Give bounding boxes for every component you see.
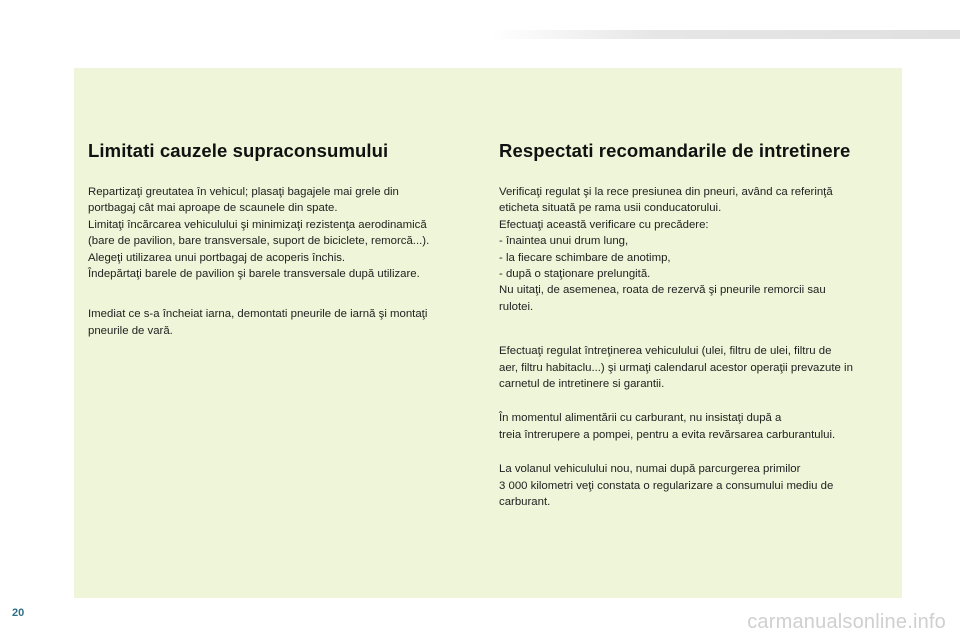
text-line: Efectuaţi regulat întreţinerea vehiculului (ulei, filtru de ulei, filtru de [499, 345, 832, 358]
text-line: Îndepărtaţi barele de pavilion şi barele transversale după utilizare. [88, 268, 420, 281]
paragraph-tyre-pressure [499, 184, 894, 315]
paragraph-refuelling [499, 410, 894, 443]
text-line: Efectuaţi această verificare cu precădere: [499, 218, 709, 231]
page-number: 20 [12, 607, 25, 619]
paragraph-load-distribution [88, 184, 468, 282]
paragraph-regular-maintenance [499, 343, 894, 392]
text-line: Imediat ce s-a încheiat iarna, demontati pneurile de iarnă şi montaţi [88, 308, 428, 321]
text-line: aer, filtru habitaclu...) şi urmaţi calendarul acestor operaţii prevazute in [499, 361, 853, 374]
text-line: Repartizaţi greutatea în vehicul; plasaţi bagajele mai grele din [88, 186, 399, 198]
text-line: La volanul vehiculului nou, numai după parcurgerea primilor [499, 463, 801, 476]
text-line: pneurile de vară. [88, 324, 173, 337]
header-decoration-bar [490, 30, 960, 39]
text-line: În momentul alimentării cu carburant, nu insistaţi după a [499, 412, 782, 425]
text-line: portbagaj cât mai aproape de scaunele din spate. [88, 202, 338, 215]
text-line: carnetul de intretinere si garantii. [499, 378, 665, 391]
text-line: carburant. [499, 496, 551, 509]
paragraph-winter-tyres [88, 306, 468, 339]
list-item: - înaintea unui drum lung, [499, 235, 629, 248]
text-line: Nu uitaţi, de asemenea, roata de rezervă şi pneurile remorcii sau [499, 284, 826, 297]
paragraph-new-vehicle [499, 461, 894, 510]
text-line: treia întrerupere a pompei, pentru a evita revărsarea carburantului. [499, 428, 836, 441]
text-line: rulotei. [499, 300, 534, 313]
section-title-maintenance: Respectati recomandarile de intretinere [499, 140, 851, 161]
text-line: eticheta situată pe rama usii conducatorului. [499, 202, 722, 215]
list-item: - după o staţionare prelungită. [499, 268, 651, 281]
text-line: Alegeţi utilizarea unui portbagaj de acoperis închis. [88, 251, 346, 264]
watermark-text: carmanualsonline.info [747, 611, 946, 633]
section-title-fuel-consumption: Limitati cauzele supraconsumului [88, 140, 389, 161]
text-line: (bare de pavilion, bare transversale, suport de biciclete, remorcă...). [88, 235, 430, 248]
content-panel [74, 68, 902, 598]
text-line: 3 000 kilometri veţi constata o regularizare a consumului mediu de [499, 479, 834, 492]
text-line: Verificaţi regulat şi la rece presiunea din pneuri, având ca referinţă [499, 186, 833, 198]
right-column [499, 140, 894, 511]
list-item: - la fiecare schimbare de anotimp, [499, 251, 671, 264]
left-column [88, 140, 468, 339]
text-line: Limitaţi încărcarea vehiculului şi minimizaţi rezistenţa aerodinamică [88, 218, 427, 231]
